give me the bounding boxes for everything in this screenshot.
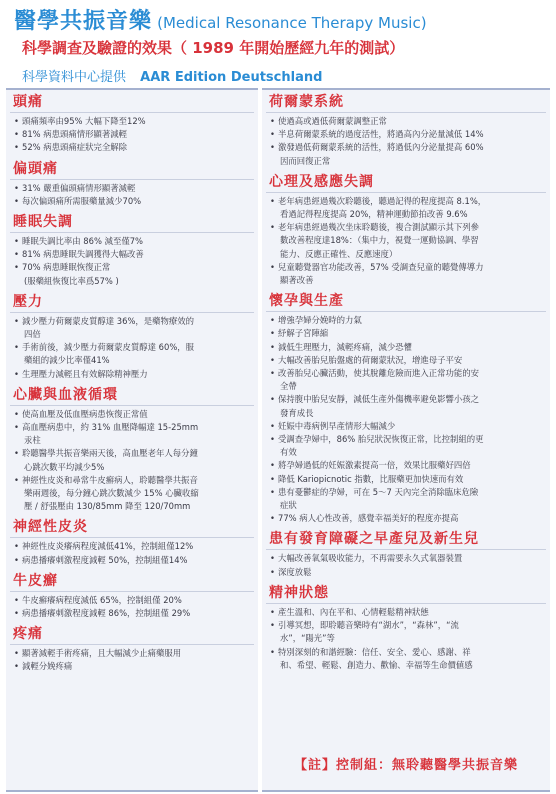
list-item: • 睡眠失調比率由 86% 減至僅7% [14,235,254,248]
list-item: • 減低生理壓力，減輕疼痛，減少恐懼 [270,341,546,354]
list-item: • 頭痛頻率由95% 大幅下降至12% [14,115,254,128]
section-title: 患有發育障礙之早產兒及新生兒 [266,530,546,550]
edition-label: AAR Edition Deutschland [140,70,323,85]
list-item: • 老年病患經過幾次聆聽後，聽過記得的程度提高 8.1%， [270,195,546,208]
control-group-note: 【註】控制組：無聆聽醫學共振音樂 [293,758,518,773]
section-title: 疼痛 [10,625,254,645]
list-item: • 病患播癢刺激程度減輕 86%，控制組僅 29% [14,607,254,620]
section-list [266,606,546,672]
list-item: (服藥組恢復比率爲57% ) [24,275,119,286]
list-item: 能力、反應正確性、反應速度） [280,248,398,259]
section-title: 頭痛 [10,93,254,113]
section-title: 懷孕與生產 [266,292,546,312]
list-item: • 降低 Kariopicnotic 指數，比服藥更加快速而有效 [270,473,546,486]
section-list [10,594,254,620]
list-item: 和、希望、輕鬆、創造力、歡愉、幸福等生命價値感 [280,659,473,670]
list-item: • 顯著減輕手術疼痛，且大幅減少止痛藥服用 [14,647,254,660]
right-column [262,88,550,792]
list-item: 發育成長 [280,407,314,418]
list-item: • 大幅改善胎兒胎盤處的荷爾蒙狀況，增進母子平安 [270,354,546,367]
list-item: • 聆聽醫學共振音樂兩天後，高血壓老年人每分鐘 [14,447,254,460]
section-title: 神經性皮炎 [10,518,254,538]
list-item: 水”，“陽光”等 [280,633,335,644]
list-item: • 31% 嚴重偏頭痛情形顯著減輕 [14,182,254,195]
list-item: 數改善程度達18%：（集中力，視覺一運動協調、學習 [280,235,479,246]
list-item: • 81% 病患頭痛情形顯著減輕 [14,128,254,141]
left-column [6,88,258,792]
section-title: 牛皮癬 [10,572,254,592]
section-title: 睡眠失調 [10,213,254,233]
list-item: • 70% 病患睡眠恢復正常 [14,261,254,274]
list-item: • 52% 病患頭痛症狀完全解除 [14,141,254,154]
list-item: • 減輕分娩疼痛 [14,660,254,673]
list-item: • 兒童聽覺器官功能改善，57% 受調查兒童的聽覺傳導力 [270,261,546,274]
section-list [10,315,254,381]
list-item: • 病患播癢刺激程度減輕 50%，控制組僅14% [14,554,254,567]
list-item: • 激發過低荷爾蒙系統的活性，將過低內分泌量提高 60% [270,141,546,154]
list-item: • 減少壓力荷爾蒙皮質醇達 36%，是藥物療效的 [14,315,254,328]
section [10,160,254,208]
page-title [14,4,427,35]
list-item: 全帶 [280,381,297,392]
list-item: • 受調查孕婦中，86% 胎兒狀況恢復正常，比控制組的更 [270,433,546,446]
section-list [10,182,254,208]
source-line [22,66,322,85]
list-item: • 每次偏頭痛所需服藥量減少70% [14,195,254,208]
section-list [10,647,254,673]
list-item: • 特別深刻的和諧經驗：信任、安全、愛心、感謝、祥 [270,646,546,659]
source-label: 科學資料中心提供 [22,70,127,85]
list-item: 症狀 [280,500,297,511]
list-item: • 半息荷爾蒙系統的過度活性，將過高內分泌量減低 14% [270,128,546,141]
section [266,292,546,525]
list-item: • 保持腹中胎兒安靜，減低生產外傷機率避免影響小孩之 [270,393,546,406]
section-list [266,115,546,168]
list-item: 有效 [280,447,297,458]
list-item: • 牛皮癬癢病程度減低 65%，控制組僅 20% [14,594,254,607]
list-item: • 大幅改善氧氣吸收能力，不再需要永久式氧器裝置 [270,552,546,565]
list-item: • 患有憂鬱症的孕婦，可在 5～7 天內完全消除臨床危險 [270,486,546,499]
list-item: 四倍 [24,329,41,340]
section-list [266,195,546,287]
list-item: • 改善胎兒心臟活動，使其脫離危險而進入正常功能的安 [270,367,546,380]
list-item: 因而回復正常 [280,155,331,166]
title-chinese: 醫學共振音樂 [14,9,153,34]
section-list [266,552,546,578]
section-title: 心臟與血液循環 [10,386,254,406]
section [266,173,546,287]
list-item: • 深度放鬆 [270,566,546,579]
section [266,584,546,672]
list-item: • 引導冥想，即聆聽音樂時有“湖水”，“森林”，“流 [270,619,546,632]
list-item: • 生理壓力減輕且有效解除精神壓力 [14,368,254,381]
list-item: 壓 / 舒張壓由 130/85mm 降至 120/70mm [24,501,191,512]
list-item: • 老年病患經過幾次坐床聆聽後，複合測試顯示其下列參 [270,221,546,234]
section [266,93,546,168]
list-item: • 產生溫和、內在平和、心情輕鬆精神狀態 [270,606,546,619]
section-list [10,408,254,514]
list-item: • 使高血壓及低血壓病患恢復正常值 [14,408,254,421]
list-item: • 神經性皮炎癢病程度減低41%，控制組僅12% [14,540,254,553]
section [10,93,254,155]
list-item: 藥組的減少比率僅41% [24,355,110,366]
section-title: 精神狀態 [266,584,546,604]
list-item: • 神經性皮炎和尋常牛皮癬病人，聆聽醫學共振音 [14,474,254,487]
section [266,530,546,578]
section-list [10,235,254,288]
section [10,518,254,566]
list-item: • 增強孕婦分娩時的力氣 [270,314,546,327]
title-english: (Medical Resonance Therapy Music) [157,14,427,32]
section-title: 偏頭痛 [10,160,254,180]
section [10,572,254,620]
list-item: • 手術前後，減少壓力荷爾蒙皮質醇達 60%，服 [14,341,254,354]
subtitle: 科學調查及驗證的效果（ 1989 年開始歷經九年的測試） [22,39,405,57]
section-list [10,540,254,566]
section [10,213,254,288]
section-list [10,115,254,155]
section [10,386,254,514]
list-item: • 81% 病患睡眠失調獲得大幅改善 [14,248,254,261]
list-item: • 紓解子宮陣縮 [270,327,546,340]
list-item: • 77% 病人心性改善，感覺幸福美好的程度亦提高 [270,512,546,525]
section [10,625,254,673]
section [10,293,254,381]
section-title: 壓力 [10,293,254,313]
list-item: 看過記得程度提高 20%，精神運動節拍改善 9.6% [280,209,468,220]
list-item: • 使過高或過低荷爾蒙調整正常 [270,115,546,128]
section-title: 心理及感應失調 [266,173,546,193]
list-item: 顯著改善 [280,275,314,286]
list-item: • 高血壓病患中，約 31% 血壓降幅達 15-25mm [14,421,254,434]
list-item: 心跳次數平均減少5% [24,461,105,472]
list-item: 汞柱 [24,435,41,446]
list-item: 樂兩週後，每分鐘心跳次數減少 15% 心臟收縮 [24,488,199,499]
list-item: • 將孕婦過低的妊娠激素提高一倍，效果比服藥好四倍 [270,459,546,472]
list-item: • 妊娠中毒病例早產情形大幅減少 [270,420,546,433]
section-title: 荷爾蒙系統 [266,93,546,113]
section-list [266,314,546,525]
